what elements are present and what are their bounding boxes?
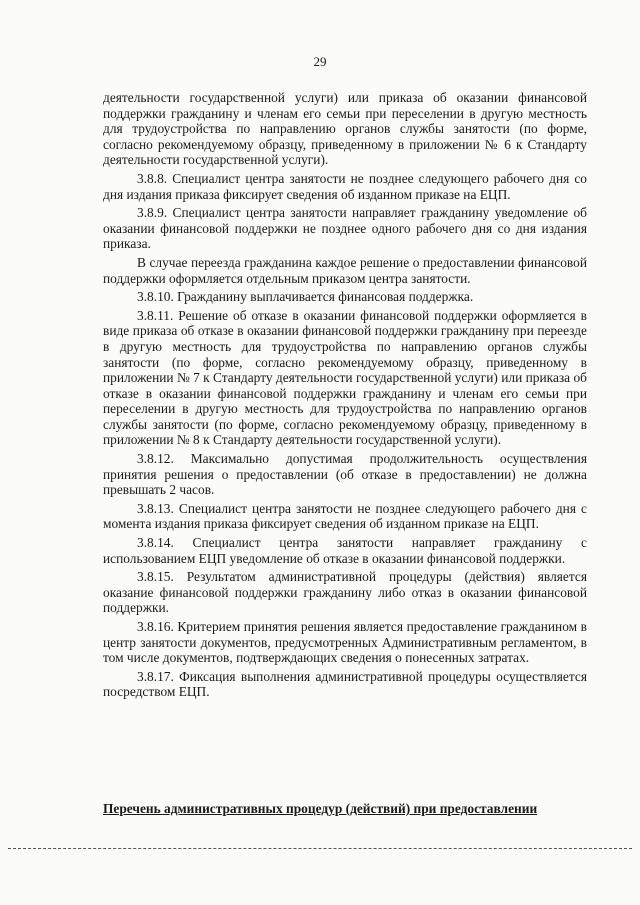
paragraph: В случае переезда гражданина каждое решение о предоставлении финансовой поддержки оформляется отдельным приказом центра занятости. xyxy=(103,254,587,286)
paragraph: 3.8.9. Специалист центра занятости направляет гражданину уведомление об оказании финансовой поддержки не позднее одного рабочего дня со дня издания приказа. xyxy=(103,205,587,252)
paragraph: 3.8.11. Решение об отказе в оказании финансовой поддержки оформляется в виде приказа об отказе в оказании финансовой поддержки гражданину при переезде в другую местность для трудоустройства по направлению органов службы занятости (по форме, согласно рекомендуемому образцу, приведенному в приложении № 7 к Стандарту деятельности государственной услуги) или приказа об отказе в оказании финансовой поддержки гражданину и членам его семьи при переселении в другую местность для трудоустройства по направлению органов службы занятости (по форме, согласно рекомендуемому образцу, приведенному в приложении № 8 к Стандарту деятельности государственной услуги). xyxy=(103,307,587,448)
document-body xyxy=(103,90,587,703)
paragraph: 3.8.17. Фиксация выполнения административной процедуры осуществляется посредством ЕЦП. xyxy=(103,668,587,700)
paragraph: 3.8.16. Критерием принятия решения является предоставление гражданином в центр занятости документов, предусмотренных Административным регламентом, в том числе документов, подтверждающих сведения о понесенных затратах. xyxy=(103,619,587,666)
paragraph: 3.8.15. Результатом административной процедуры (действия) является оказание финансовой поддержки гражданину либо отказ в оказании финансовой поддержки. xyxy=(103,569,587,616)
paragraph: деятельности государственной услуги) или приказа об оказании финансовой поддержки гражданину и членам его семьи при переселении в другую местность для трудоустройства по направлению органов службы занятости (по форме, согласно рекомендуемому образцу, приведенному в приложении № 6 к Стандарту деятельности государственной услуги). xyxy=(103,90,587,168)
paragraph: 3.8.8. Специалист центра занятости не позднее следующего рабочего дня со дня издания приказа фиксирует сведения об изданном приказе на ЕЦП. xyxy=(103,170,587,202)
paragraph: 3.8.14. Специалист центра занятости направляет гражданину с использованием ЕЦП уведомление об отказе в оказании финансовой поддержки. xyxy=(103,535,587,566)
paragraph: 3.8.12. Максимально допустимая продолжительность осуществления принятия решения о предоставлении (об отказе в предоставлении) не должна превышать 2 часов. xyxy=(103,451,587,498)
paragraph: 3.8.10. Гражданину выплачивается финансовая поддержка. xyxy=(137,289,474,305)
page-number: 29 xyxy=(313,54,327,69)
section-heading: Перечень административных процедур (действий) при предоставлении xyxy=(103,801,538,816)
paragraph: 3.8.13. Специалист центра занятости не позднее следующего рабочего дня с момента издания приказа фиксирует сведения об изданном приказе на ЕЦП. xyxy=(103,500,587,532)
page-divider xyxy=(8,848,632,849)
